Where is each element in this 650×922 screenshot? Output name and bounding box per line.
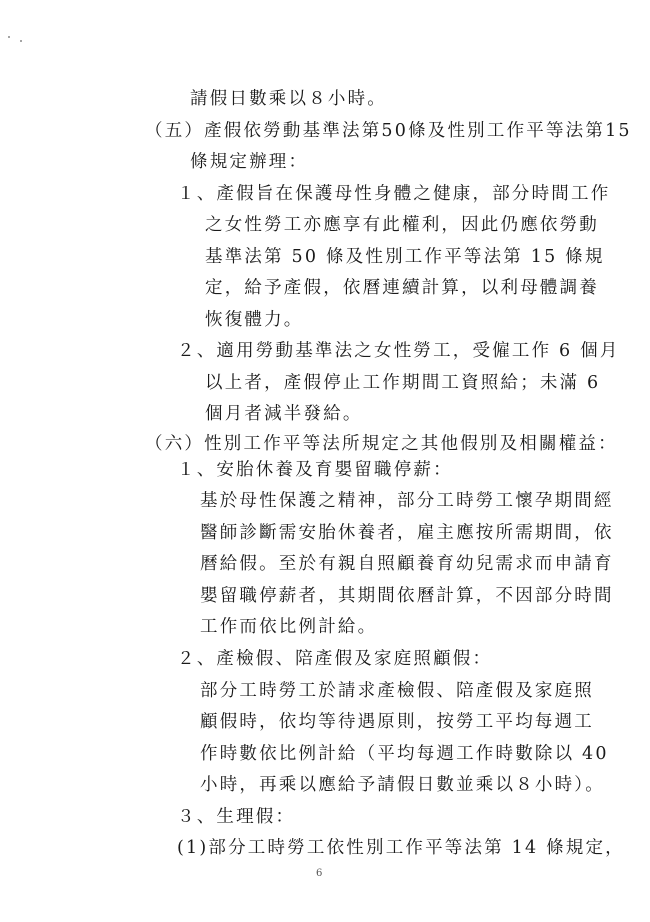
- text-line: 基於母性保護之精神，部分工時勞工懷孕期間經: [200, 491, 614, 511]
- text-line: 作時數依比例計給（平均每週工作時數除以 40: [200, 744, 609, 764]
- text-line: 部分工時勞工於請求產檢假、陪產假及家庭照: [200, 681, 594, 701]
- list-item-2: ２、適用勞動基準法之女性勞工，受僱工作 6 個月: [177, 341, 620, 361]
- text-line: 小時，再乘以應給予請假日數並乘以８小時）。: [200, 775, 605, 795]
- text-line: 顧假時，依均等待遇原則，按勞工平均每週工: [200, 712, 594, 732]
- list-item-1: １、產假旨在保護母性身體之健康，部分時間工作: [177, 184, 611, 204]
- text-line: 定，給予產假，依曆連續計算，以利母體調養: [205, 278, 599, 298]
- list-item-1: １、安胎休養及育嬰留職停薪：: [177, 460, 453, 480]
- text-line: 條規定辦理：: [190, 152, 309, 172]
- scan-speck: [8, 36, 10, 38]
- section-heading-6: （六）性別工作平等法所規定之其他假別及相關權益：: [145, 434, 618, 454]
- text-line: 工作而依比例計給。: [200, 617, 378, 637]
- page-number: 6: [316, 868, 323, 879]
- scan-speck: [20, 40, 22, 42]
- text-line: 以上者，產假停止工作期間工資照給；未滿 6: [205, 373, 601, 393]
- text-line: 基準法第 50 條及性別工作平等法第 15 條規: [205, 247, 605, 267]
- section-heading-5: （五）產假依勞動基準法第50條及性別工作平等法第15: [145, 121, 632, 141]
- text-line: 請假日數乘以８小時。: [190, 89, 387, 109]
- text-line: 之女性勞工亦應享有此權利，因此仍應依勞動: [205, 215, 599, 235]
- text-line: 醫師診斷需安胎休養者，雇主應按所需期間，依: [200, 523, 614, 543]
- sub-item-1: (1)部分工時勞工依性別工作平等法第 14 條規定，: [177, 838, 625, 858]
- list-item-2: ２、產檢假、陪產假及家庭照顧假：: [177, 649, 493, 669]
- text-line: 嬰留職停薪者，其期間依曆計算，不因部分時間: [200, 586, 614, 606]
- text-line: 個月者減半發給。: [205, 404, 363, 424]
- text-line: 恢復體力。: [205, 310, 304, 330]
- text-line: 曆給假。至於有親自照顧養育幼兒需求而申請育: [200, 554, 614, 574]
- list-item-3: ３、生理假：: [177, 807, 296, 827]
